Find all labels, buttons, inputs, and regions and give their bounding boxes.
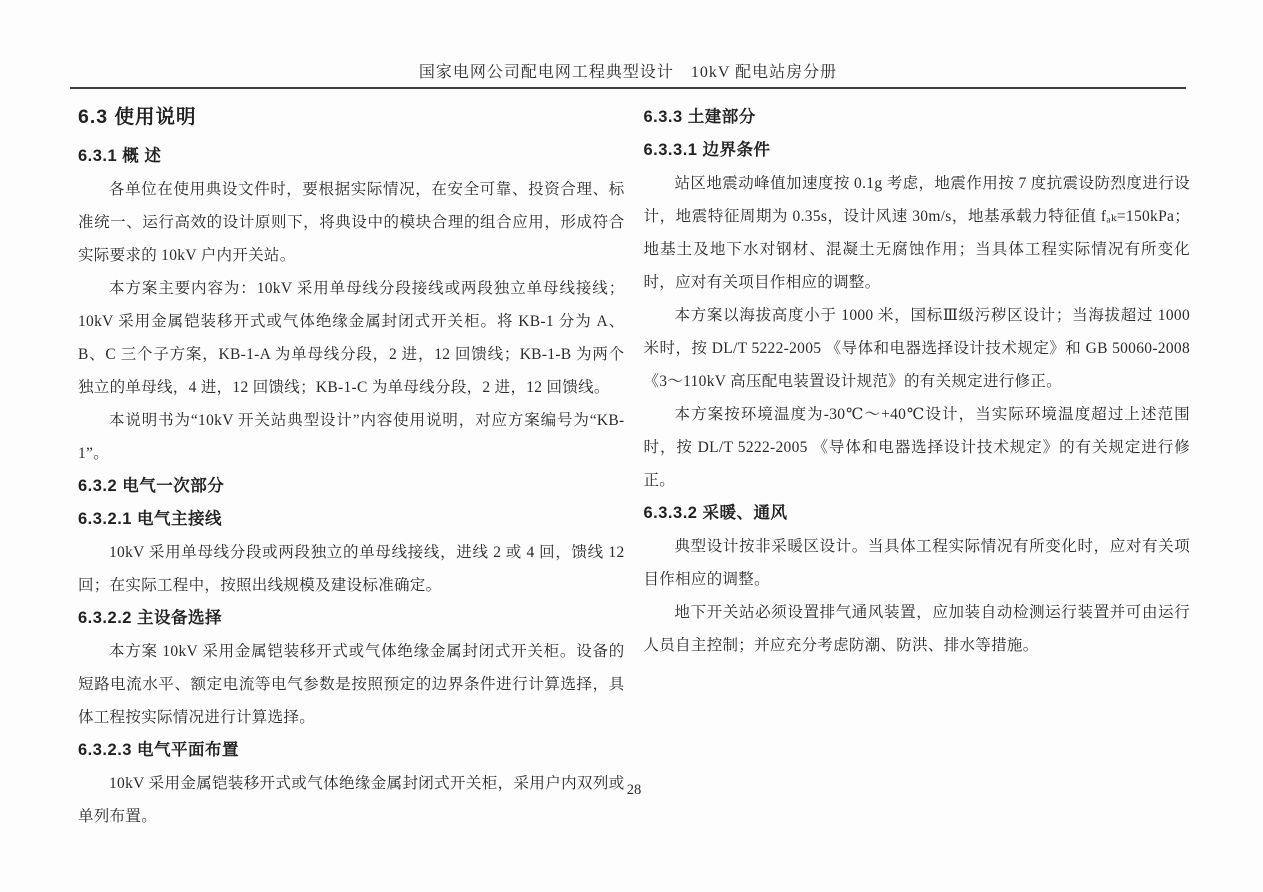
section-heading-6-3: 6.3 使用说明: [78, 106, 197, 128]
page-header: [70, 59, 1186, 89]
section-heading-6-3-3-1: 6.3.3.1 边界条件: [643, 141, 771, 159]
section-heading-6-3-2-3: 6.3.2.3 电气平面布置: [78, 741, 240, 759]
page-number: 28: [626, 782, 642, 798]
left-column: [78, 101, 625, 833]
two-column-body: [78, 101, 1190, 833]
paragraph: 本方案以海拔高度小于 1000 米，国标Ⅲ级污秽区设计；当海拔超过 1000 米时，按 DL/T 5222-2005 《导体和电器选择设计技术规定》和 GB 50060-2008 《3～110kV 高压配电装置设计规范》的有关规定进行修正。: [643, 307, 1190, 390]
section-heading-6-3-2: 6.3.2 电气一次部分: [78, 477, 225, 495]
paragraph: 本说明书为“10kV 开关站典型设计”内容使用说明，对应方案编号为“KB-1”。: [78, 412, 625, 462]
paragraph: 10kV 采用单母线分段或两段独立的单母线接线，进线 2 或 4 回，馈线 12 回；在实际工程中，按照出线规模及建设标准确定。: [78, 544, 625, 594]
section-heading-6-3-3: 6.3.3 土建部分: [643, 108, 756, 126]
paragraph: 本方案按环境温度为-30℃～+40℃设计，当实际环境温度超过上述范围时，按 DL/T 5222-2005 《导体和电器选择设计技术规定》的有关规定进行修正。: [643, 406, 1190, 489]
section-heading-6-3-2-1: 6.3.2.1 电气主接线: [78, 510, 223, 528]
paragraph: 本方案 10kV 采用金属铠装移开式或气体绝缘金属封闭式开关柜。设备的短路电流水平、额定电流等电气参数是按照预定的边界条件进行计算选择，具体工程按实际情况进行计算选择。: [78, 643, 625, 726]
paragraph: 站区地震动峰值加速度按 0.1g 考虑，地震作用按 7 度抗震设防烈度进行设计，地震特征周期为 0.35s，设计风速 30m/s，地基承载力特征值 fₐₖ=150kPa；地基土及地下水对钢材、混凝土无腐蚀作用；当具体工程实际情况有所变化时，应对有关项目作相应的调整。: [643, 175, 1190, 291]
paragraph: 地下开关站必须设置排气通风装置，应加装自动检测运行装置并可由运行人员自主控制；并应充分考虑防潮、防洪、排水等措施。: [643, 604, 1190, 654]
section-heading-6-3-1: 6.3.1 概 述: [78, 147, 162, 165]
right-column: [644, 101, 1191, 833]
section-heading-6-3-2-2: 6.3.2.2 主设备选择: [78, 609, 223, 627]
paragraph: 典型设计按非采暖区设计。当具体工程实际情况有所变化时，应对有关项目作相应的调整。: [643, 538, 1190, 588]
page-header-title: 国家电网公司配电网工程典型设计 10kV 配电站房分册: [418, 64, 838, 81]
paragraph: 10kV 采用金属铠装移开式或气体绝缘金属封闭式开关柜，采用户内双列或单列布置。: [78, 775, 625, 825]
paragraph: 各单位在使用典设文件时，要根据实际情况，在安全可靠、投资合理、标准统一、运行高效的设计原则下，将典设中的模块合理的组合应用，形成符合实际要求的 10kV 户内开关站。: [78, 181, 625, 264]
section-heading-6-3-3-2: 6.3.3.2 采暖、通风: [643, 504, 788, 522]
paragraph: 本方案主要内容为：10kV 采用单母线分段接线或两段独立单母线接线；10kV 采用金属铠装移开式或气体绝缘金属封闭式开关柜。将 KB-1 分为 A、B、C 三个子方案，KB-1-A 为单母线分段，2 进，12 回馈线；KB-1-B 为两个独立的单母线，4 进，12 回馈线；KB-1-C 为单母线分段，2 进，12 回馈线。: [78, 280, 625, 396]
